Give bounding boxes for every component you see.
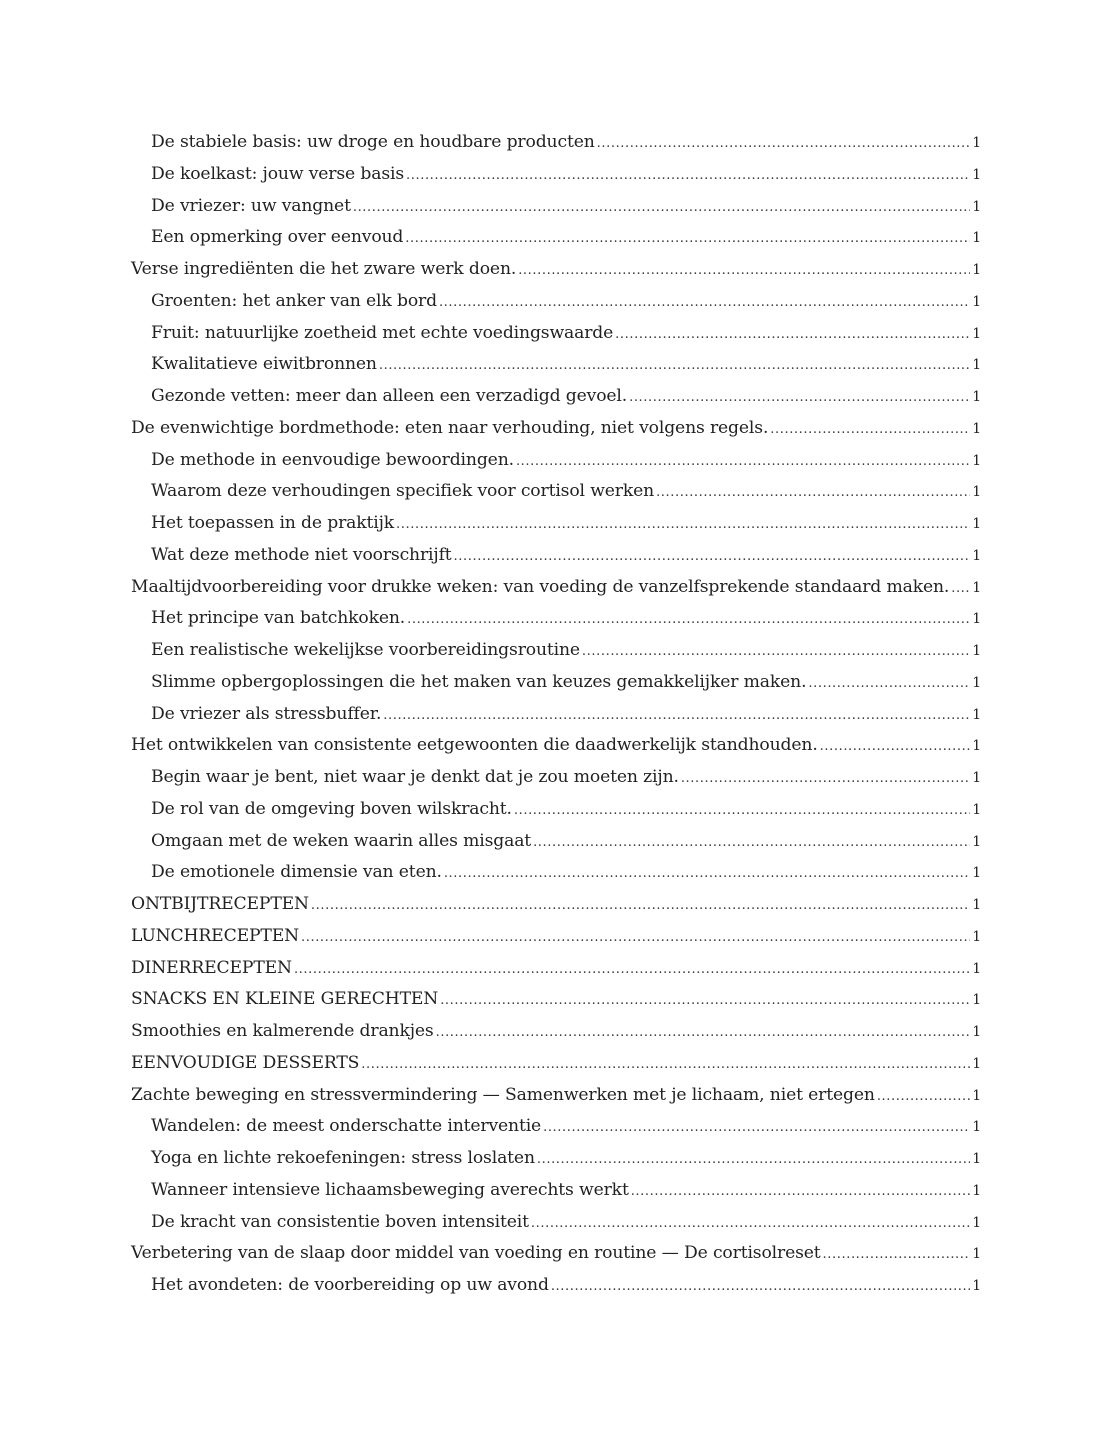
toc-entry[interactable] bbox=[131, 413, 981, 445]
toc-dot-leader bbox=[454, 541, 971, 573]
toc-entry[interactable] bbox=[131, 572, 981, 604]
toc-entry-title: SNACKS EN KLEINE GERECHTEN bbox=[131, 989, 439, 1010]
toc-entry-title: Yoga en lichte rekoefeningen: stress loslaten bbox=[151, 1148, 535, 1168]
toc-entry-title: Het principe van batchkoken. bbox=[151, 608, 406, 629]
toc-entry-title: De vriezer als stressbuffer. bbox=[151, 703, 382, 724]
toc-dot-leader bbox=[543, 1112, 970, 1144]
toc-dot-leader bbox=[407, 604, 970, 636]
toc-entry[interactable] bbox=[131, 984, 981, 1016]
toc-entry-title: EENVOUDIGE DESSERTS bbox=[131, 1052, 360, 1073]
toc-page-number: 1 bbox=[972, 389, 981, 405]
toc-dot-leader bbox=[631, 1176, 971, 1208]
toc-page-number: 1 bbox=[972, 770, 981, 786]
toc-dot-leader bbox=[440, 985, 970, 1017]
toc-page-number: 1 bbox=[972, 579, 981, 596]
toc-entry[interactable] bbox=[131, 191, 981, 223]
toc-page-number: 1 bbox=[972, 960, 981, 977]
toc-dot-leader bbox=[823, 1239, 971, 1271]
toc-entry[interactable] bbox=[131, 1111, 981, 1143]
toc-entry-title: De evenwichtige bordmethode: eten naar verhouding, niet volgens regels. bbox=[131, 417, 769, 438]
toc-dot-leader bbox=[951, 573, 970, 605]
toc-page-number: 1 bbox=[972, 420, 981, 437]
toc-entry[interactable] bbox=[131, 794, 981, 826]
toc-dot-leader bbox=[353, 192, 970, 224]
toc-page-number: 1 bbox=[972, 325, 981, 342]
toc-page-number: 1 bbox=[972, 198, 981, 215]
toc-page-number: 1 bbox=[972, 833, 981, 850]
toc-page-number: 1 bbox=[972, 547, 981, 564]
toc-page-number: 1 bbox=[972, 992, 981, 1009]
toc-entry[interactable] bbox=[131, 1270, 981, 1302]
toc-entry-title: Slimme opbergoplossingen die het maken van keuzes gemakkelijker maken. bbox=[151, 671, 807, 692]
toc-entry-title: Begin waar je bent, niet waar je denkt dat je zou moeten zijn. bbox=[151, 767, 679, 787]
toc-page-number: 1 bbox=[972, 357, 981, 374]
toc-entry[interactable] bbox=[131, 445, 981, 477]
toc-entry[interactable] bbox=[131, 508, 981, 540]
toc-entry[interactable] bbox=[131, 889, 981, 921]
table-of-contents bbox=[131, 127, 981, 1302]
toc-entry[interactable] bbox=[131, 1238, 981, 1270]
toc-entry[interactable] bbox=[131, 1016, 981, 1048]
toc-dot-leader bbox=[405, 223, 970, 255]
toc-entry-title: Verbetering van de slaap door middel van voeding en routine — De cortisolreset bbox=[131, 1243, 821, 1264]
toc-entry[interactable] bbox=[131, 921, 981, 953]
toc-dot-leader bbox=[597, 128, 971, 160]
toc-page-number: 1 bbox=[972, 484, 981, 501]
toc-entry-title: Waarom deze verhoudingen specifiek voor cortisol werken bbox=[151, 481, 655, 502]
toc-entry-title: Gezonde vetten: meer dan alleen een verzadigd gevoel. bbox=[151, 386, 628, 406]
toc-entry[interactable] bbox=[131, 953, 981, 985]
toc-entry-title: Verse ingrediënten die het zware werk doen. bbox=[131, 259, 517, 279]
toc-entry[interactable] bbox=[131, 603, 981, 635]
toc-page-number: 1 bbox=[972, 1182, 981, 1199]
toc-dot-leader bbox=[770, 414, 970, 446]
toc-page-number: 1 bbox=[972, 452, 981, 469]
toc-page-number: 1 bbox=[972, 230, 981, 247]
toc-entry-title: Het ontwikkelen van consistente eetgewoonten die daadwerkelijk standhouden. bbox=[131, 735, 818, 756]
toc-entry-title: De vriezer: uw vangnet bbox=[151, 195, 351, 216]
toc-entry-title: De koelkast: jouw verse basis bbox=[151, 163, 405, 184]
toc-dot-leader bbox=[629, 382, 970, 414]
toc-entry-title: Een realistische wekelijkse voorbereidingsroutine bbox=[151, 640, 580, 660]
toc-dot-leader bbox=[531, 1208, 970, 1240]
toc-dot-leader bbox=[518, 255, 970, 287]
toc-entry[interactable] bbox=[131, 222, 981, 254]
toc-entry[interactable] bbox=[131, 127, 981, 159]
toc-dot-leader bbox=[311, 890, 970, 922]
toc-entry-title: Omgaan met de weken waarin alles misgaat bbox=[151, 830, 532, 851]
toc-page-number: 1 bbox=[972, 1246, 981, 1263]
toc-entry[interactable] bbox=[131, 254, 981, 286]
toc-entry-title: Een opmerking over eenvoud bbox=[151, 227, 404, 248]
toc-dot-leader bbox=[444, 858, 970, 890]
toc-dot-leader bbox=[820, 731, 971, 763]
toc-entry[interactable] bbox=[131, 1080, 981, 1112]
toc-entry[interactable] bbox=[131, 381, 981, 413]
toc-dot-leader bbox=[533, 827, 970, 859]
toc-entry-title: Wanneer intensieve lichaamsbeweging averechts werkt bbox=[151, 1179, 629, 1200]
toc-dot-leader bbox=[808, 668, 970, 700]
toc-dot-leader bbox=[656, 477, 970, 509]
toc-entry[interactable] bbox=[131, 476, 981, 508]
toc-page-number: 1 bbox=[972, 706, 981, 723]
toc-entry[interactable] bbox=[131, 349, 981, 381]
toc-page-number: 1 bbox=[972, 516, 981, 532]
toc-entry[interactable] bbox=[131, 762, 981, 794]
toc-page-number: 1 bbox=[972, 135, 981, 151]
toc-page-number: 1 bbox=[972, 865, 981, 882]
toc-page-number: 1 bbox=[972, 1119, 981, 1136]
toc-entry[interactable] bbox=[131, 635, 981, 667]
toc-page-number: 1 bbox=[972, 1024, 981, 1040]
toc-dot-leader bbox=[294, 954, 970, 986]
toc-entry-title: De stabiele basis: uw droge en houdbare producten bbox=[151, 132, 595, 152]
toc-dot-leader bbox=[301, 922, 970, 954]
toc-dot-leader bbox=[537, 1144, 970, 1176]
toc-page-number: 1 bbox=[972, 1278, 981, 1294]
toc-page-number: 1 bbox=[972, 674, 981, 691]
toc-entry-title: Zachte beweging en stressvermindering — Samenwerken met je lichaam, niet ertegen bbox=[131, 1084, 875, 1105]
toc-page-number: 1 bbox=[972, 611, 981, 628]
toc-entry[interactable] bbox=[131, 159, 981, 191]
toc-dot-leader bbox=[877, 1081, 970, 1113]
toc-dot-leader bbox=[379, 350, 970, 382]
toc-entry[interactable] bbox=[131, 730, 981, 762]
toc-dot-leader bbox=[551, 1271, 970, 1303]
toc-entry-title: Maaltijdvoorbereiding voor drukke weken: van voeding de vanzelfsprekende standaard maken. bbox=[131, 576, 950, 597]
toc-entry-title: De rol van de omgeving boven wilskracht. bbox=[151, 798, 512, 819]
toc-dot-leader bbox=[681, 763, 970, 795]
toc-entry[interactable] bbox=[131, 540, 981, 572]
toc-page-number: 1 bbox=[972, 1214, 981, 1231]
toc-entry[interactable] bbox=[131, 826, 981, 858]
toc-entry[interactable] bbox=[131, 699, 981, 731]
toc-entry[interactable] bbox=[131, 1175, 981, 1207]
toc-entry-title: Wandelen: de meest onderschatte interventie bbox=[151, 1116, 542, 1137]
toc-dot-leader bbox=[361, 1049, 970, 1081]
toc-entry-title: Smoothies en kalmerende drankjes bbox=[131, 1021, 434, 1041]
toc-dot-leader bbox=[406, 160, 970, 192]
toc-entry-title: LUNCHRECEPTEN bbox=[131, 925, 299, 946]
toc-entry-title: Kwalitatieve eiwitbronnen bbox=[151, 354, 377, 375]
toc-entry-title: De methode in eenvoudige bewoordingen. bbox=[151, 449, 514, 470]
toc-entry[interactable] bbox=[131, 857, 981, 889]
toc-entry[interactable] bbox=[131, 318, 981, 350]
toc-page-number: 1 bbox=[972, 262, 981, 278]
toc-dot-leader bbox=[396, 509, 970, 541]
toc-entry-title: Wat deze methode niet voorschrijft bbox=[151, 544, 452, 565]
toc-entry-title: Fruit: natuurlijke zoetheid met echte voedingswaarde bbox=[151, 322, 614, 343]
toc-entry-title: De kracht van consistentie boven intensiteit bbox=[151, 1211, 529, 1232]
toc-entry-title: De emotionele dimensie van eten. bbox=[151, 862, 442, 883]
toc-dot-leader bbox=[514, 795, 970, 827]
toc-dot-leader bbox=[582, 636, 970, 668]
toc-entry-title: Groenten: het anker van elk bord bbox=[151, 290, 437, 311]
toc-page-number: 1 bbox=[972, 1055, 981, 1072]
toc-entry-title: DINERRECEPTEN bbox=[131, 957, 292, 978]
toc-entry[interactable] bbox=[131, 667, 981, 699]
toc-page-number: 1 bbox=[972, 897, 981, 913]
toc-entry[interactable] bbox=[131, 1207, 981, 1239]
toc-dot-leader bbox=[436, 1017, 971, 1049]
toc-entry-title: Het toepassen in de praktijk bbox=[151, 513, 395, 533]
toc-dot-leader bbox=[383, 700, 970, 732]
toc-entry[interactable] bbox=[131, 1143, 981, 1175]
toc-page-number: 1 bbox=[972, 1151, 981, 1167]
toc-page-number: 1 bbox=[972, 738, 981, 755]
toc-page-number: 1 bbox=[972, 928, 981, 945]
toc-dot-leader bbox=[615, 319, 970, 351]
toc-page-number: 1 bbox=[972, 293, 981, 310]
toc-page-number: 1 bbox=[972, 801, 981, 818]
toc-page-number: 1 bbox=[972, 643, 981, 659]
toc-page-number: 1 bbox=[972, 1087, 981, 1104]
toc-dot-leader bbox=[516, 446, 970, 478]
toc-entry[interactable] bbox=[131, 1048, 981, 1080]
toc-dot-leader bbox=[439, 287, 970, 319]
toc-entry-title: Het avondeten: de voorbereiding op uw avond bbox=[151, 1275, 549, 1295]
toc-entry[interactable] bbox=[131, 286, 981, 318]
toc-entry-title: ONTBIJTRECEPTEN bbox=[131, 894, 309, 914]
toc-page-number: 1 bbox=[972, 166, 981, 183]
